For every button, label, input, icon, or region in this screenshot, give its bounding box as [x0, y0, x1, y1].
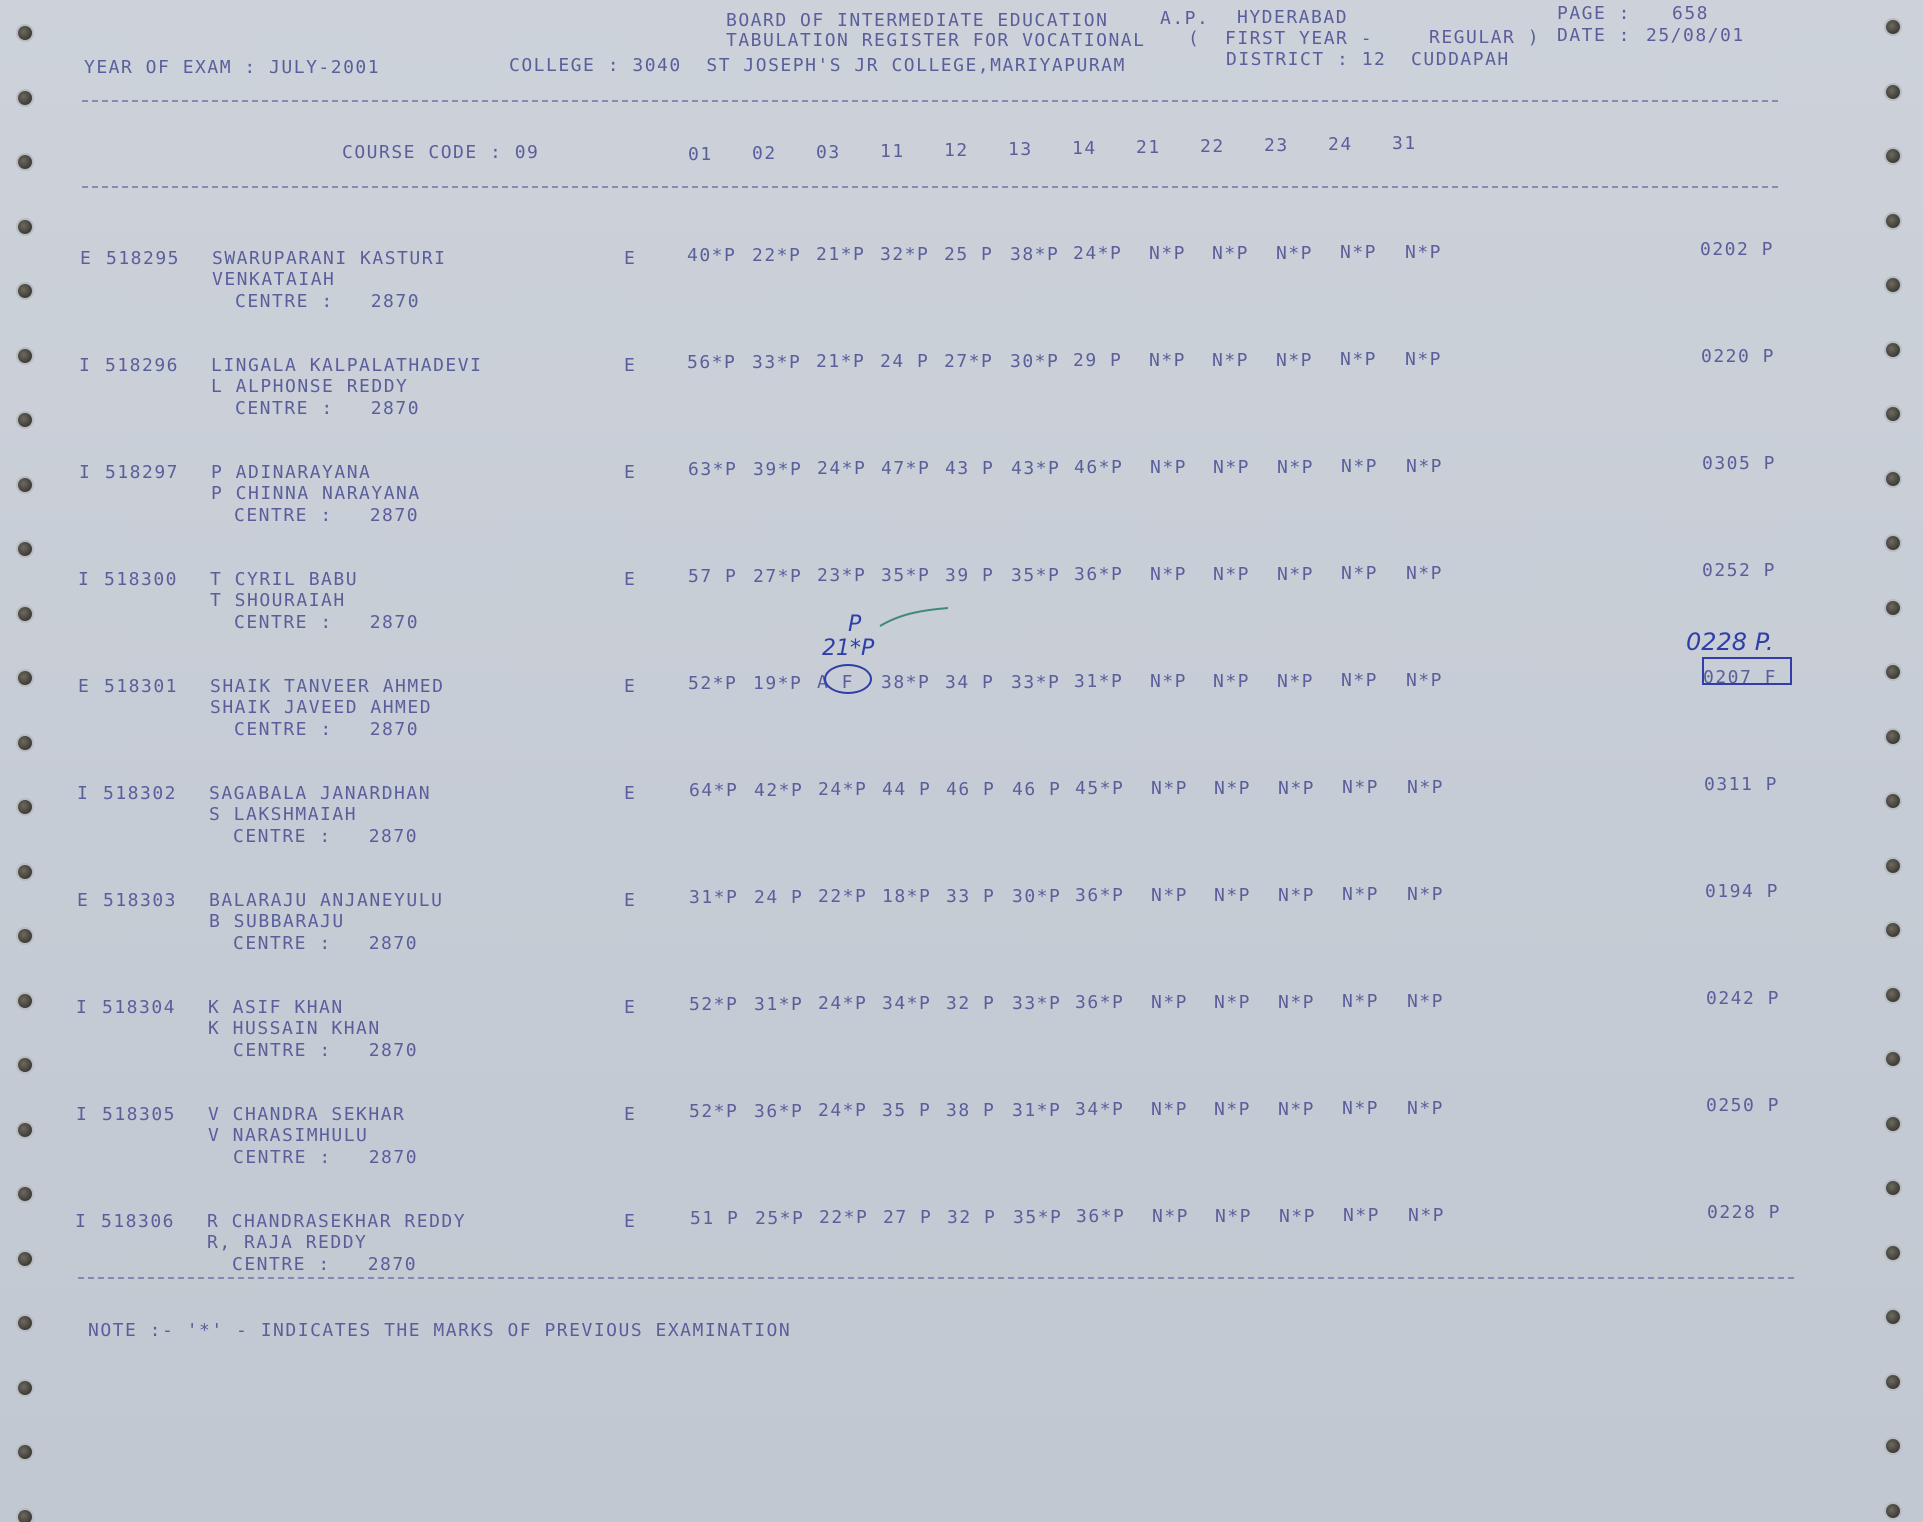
subject-mark: 24 P: [754, 887, 804, 908]
subject-mark: A F: [817, 672, 855, 693]
subject-mark: 64*P: [689, 780, 739, 801]
board-state: A.P.: [1160, 8, 1210, 29]
tractor-hole: [18, 26, 32, 40]
subject-mark: 27*P: [753, 566, 803, 587]
student-category: I: [78, 569, 91, 590]
subject-mark: 25*P: [755, 1208, 805, 1229]
subject-mark: 27*P: [944, 351, 994, 372]
subject-mark: 21*P: [816, 351, 866, 372]
subject-mark: N*P: [1149, 243, 1187, 264]
subject-mark: 30*P: [1012, 886, 1062, 907]
medium: E: [624, 890, 637, 911]
subject-mark: 36*P: [1074, 564, 1124, 585]
tractor-hole: [18, 1123, 32, 1137]
grand-total: 0228 P: [1707, 1202, 1782, 1223]
subject-mark: 42*P: [754, 780, 804, 801]
subject-mark: N*P: [1212, 243, 1250, 264]
subject-mark: 24*P: [818, 779, 868, 800]
circled-absent-mark: [824, 664, 872, 694]
subject-mark: N*P: [1340, 349, 1378, 370]
subject-mark: 52*P: [689, 1101, 739, 1122]
tractor-hole: [1886, 1504, 1900, 1518]
subject-mark: N*P: [1276, 350, 1314, 371]
subject-mark: 31*P: [1074, 671, 1124, 692]
tractor-hole: [1886, 1117, 1900, 1131]
tractor-hole: [1886, 536, 1900, 550]
subject-column-22: 22: [1200, 136, 1225, 157]
tractor-hole: [1886, 407, 1900, 421]
subject-mark: 34*P: [882, 993, 932, 1014]
subject-mark: 24*P: [1073, 243, 1123, 264]
subject-mark: N*P: [1277, 457, 1315, 478]
grand-total: 0311 P: [1704, 774, 1779, 795]
tractor-hole: [1886, 665, 1900, 679]
student-category: E: [77, 890, 90, 911]
tractor-hole: [18, 349, 32, 363]
tractor-hole: [1886, 988, 1900, 1002]
roll-number: 518303: [103, 890, 178, 911]
subject-mark: N*P: [1342, 991, 1380, 1012]
centre-code: CENTRE : 2870: [232, 1254, 418, 1275]
roll-number: 518306: [101, 1211, 176, 1232]
student-category: E: [80, 248, 93, 269]
subject-mark: 46*P: [1074, 457, 1124, 478]
subject-mark: N*P: [1278, 1099, 1316, 1120]
subject-mark: 32 P: [946, 993, 996, 1014]
tractor-hole: [1886, 472, 1900, 486]
divider-bottom: [78, 1277, 1794, 1279]
grand-total: 0207 F: [1703, 667, 1778, 688]
centre-code: CENTRE : 2870: [233, 1040, 419, 1061]
subject-mark: 25 P: [944, 244, 994, 265]
subject-mark: N*P: [1278, 778, 1316, 799]
subject-mark: 57 P: [688, 566, 738, 587]
subject-mark: N*P: [1151, 1099, 1189, 1120]
centre-code: CENTRE : 2870: [235, 291, 421, 312]
tractor-hole: [18, 284, 32, 298]
medium: E: [624, 997, 637, 1018]
grand-total: 0252 P: [1702, 560, 1777, 581]
footnote: NOTE :- '*' - INDICATES THE MARKS OF PREVIOUS EXAMINATION: [88, 1320, 792, 1341]
subject-column-03: 03: [816, 142, 841, 163]
tractor-hole: [18, 800, 32, 814]
subject-mark: N*P: [1212, 350, 1250, 371]
subject-mark: 22*P: [752, 245, 802, 266]
subject-mark: 36*P: [754, 1101, 804, 1122]
student-name: K ASIF KHAN: [208, 997, 344, 1018]
centre-code: CENTRE : 2870: [233, 933, 419, 954]
tractor-hole: [18, 1381, 32, 1395]
subject-mark: N*P: [1407, 777, 1445, 798]
tractor-hole: [18, 736, 32, 750]
subject-mark: 38*P: [1010, 244, 1060, 265]
father-name: K HUSSAIN KHAN: [208, 1018, 381, 1039]
subject-column-13: 13: [1008, 139, 1033, 160]
tractor-hole: [1886, 1052, 1900, 1066]
medium: E: [624, 569, 637, 590]
subject-mark: N*P: [1213, 671, 1251, 692]
subject-column-23: 23: [1264, 135, 1289, 156]
date-value: 25/08/01: [1646, 25, 1745, 46]
student-name: V CHANDRA SEKHAR: [208, 1104, 406, 1125]
subject-mark: 36*P: [1076, 1206, 1126, 1227]
centre-code: CENTRE : 2870: [234, 612, 420, 633]
tractor-hole: [1886, 343, 1900, 357]
father-name: T SHOURAIAH: [210, 590, 346, 611]
subject-mark: 23*P: [817, 565, 867, 586]
tractor-hole: [1886, 730, 1900, 744]
subject-mark: 56*P: [687, 352, 737, 373]
tractor-hole: [1886, 923, 1900, 937]
subject-mark: N*P: [1278, 885, 1316, 906]
page-number: 658: [1672, 3, 1710, 24]
subject-column-11: 11: [880, 141, 905, 162]
centre-code: CENTRE : 2870: [233, 826, 419, 847]
subject-column-01: 01: [688, 144, 713, 165]
roll-number: 518301: [104, 676, 179, 697]
subject-mark: 47*P: [881, 458, 931, 479]
subject-mark: N*P: [1406, 456, 1444, 477]
subject-mark: N*P: [1214, 885, 1252, 906]
subject-mark: 33*P: [752, 352, 802, 373]
tractor-hole: [1886, 85, 1900, 99]
subject-mark: 46 P: [946, 779, 996, 800]
register-title: TABULATION REGISTER FOR VOCATIONAL: [726, 30, 1146, 51]
subject-mark: N*P: [1405, 349, 1443, 370]
subject-mark: N*P: [1405, 242, 1443, 263]
grand-total: 0194 P: [1705, 881, 1780, 902]
grand-total: 0305 P: [1702, 453, 1777, 474]
subject-mark: 45*P: [1075, 778, 1125, 799]
tractor-hole: [18, 91, 32, 105]
subject-mark: N*P: [1341, 456, 1379, 477]
medium: E: [624, 783, 637, 804]
tractor-hole: [18, 220, 32, 234]
subject-mark: N*P: [1277, 671, 1315, 692]
handwritten-corrected-mark: 21*P: [822, 636, 875, 661]
tractor-hole: [18, 671, 32, 685]
subject-mark: N*P: [1213, 564, 1251, 585]
tractor-hole: [18, 865, 32, 879]
subject-mark: 52*P: [689, 994, 739, 1015]
subject-mark: 38*P: [881, 672, 931, 693]
roll-number: 518305: [102, 1104, 177, 1125]
student-category: I: [75, 1211, 88, 1232]
subject-mark: 27 P: [883, 1207, 933, 1228]
tractor-hole: [1886, 1375, 1900, 1389]
grand-total: 0202 P: [1700, 239, 1775, 260]
father-name: V NARASIMHULU: [208, 1125, 369, 1146]
date-label: DATE :: [1557, 25, 1632, 46]
subject-mark: 36*P: [1075, 885, 1125, 906]
student-category: I: [79, 462, 92, 483]
subject-mark: 39 P: [945, 565, 995, 586]
subject-mark: 32 P: [947, 1207, 997, 1228]
subject-mark: N*P: [1277, 564, 1315, 585]
subject-mark: 24*P: [818, 993, 868, 1014]
father-name: VENKATAIAH: [212, 269, 336, 290]
student-name: SAGABALA JANARDHAN: [209, 783, 432, 804]
tractor-hole: [18, 478, 32, 492]
subject-mark: 52*P: [688, 673, 738, 694]
subject-mark: 22*P: [818, 886, 868, 907]
subject-mark: 18*P: [882, 886, 932, 907]
subject-mark: N*P: [1408, 1205, 1446, 1226]
subject-mark: N*P: [1343, 1205, 1381, 1226]
roll-number: 518302: [103, 783, 178, 804]
subject-mark: 51 P: [690, 1208, 740, 1229]
tractor-hole: [1886, 601, 1900, 615]
subject-mark: N*P: [1151, 885, 1189, 906]
student-name: T CYRIL BABU: [210, 569, 359, 590]
centre-code: CENTRE : 2870: [233, 1147, 419, 1168]
tractor-hole: [18, 542, 32, 556]
subject-column-24: 24: [1328, 134, 1353, 155]
student-name: R CHANDRASEKHAR REDDY: [207, 1211, 467, 1232]
tractor-hole: [1886, 20, 1900, 34]
subject-mark: N*P: [1151, 778, 1189, 799]
subject-mark: 24*P: [817, 458, 867, 479]
boxed-failed-total: [1702, 657, 1792, 685]
tractor-hole: [18, 413, 32, 427]
subject-mark: 43 P: [945, 458, 995, 479]
course-code: COURSE CODE : 09: [342, 142, 540, 163]
subject-mark: N*P: [1342, 777, 1380, 798]
college-info: COLLEGE : 3040 ST JOSEPH'S JR COLLEGE,MARIYAPURAM: [509, 55, 1126, 76]
tractor-hole: [18, 1510, 32, 1522]
subject-mark: N*P: [1407, 991, 1445, 1012]
subject-mark: 63*P: [688, 459, 738, 480]
subject-mark: 22*P: [819, 1207, 869, 1228]
subject-mark: 31*P: [689, 887, 739, 908]
grand-total: 0242 P: [1706, 988, 1781, 1009]
subject-column-12: 12: [944, 140, 969, 161]
father-name: SHAIK JAVEED AHMED: [210, 697, 433, 718]
roll-number: 518300: [104, 569, 179, 590]
subject-column-31: 31: [1392, 133, 1417, 154]
subject-mark: 32*P: [880, 244, 930, 265]
centre-code: CENTRE : 2870: [234, 719, 420, 740]
subject-mark: N*P: [1150, 564, 1188, 585]
subject-mark: N*P: [1276, 243, 1314, 264]
tractor-hole: [1886, 1246, 1900, 1260]
tractor-hole: [18, 1058, 32, 1072]
medium: E: [624, 676, 637, 697]
subject-mark: 36*P: [1075, 992, 1125, 1013]
tractor-hole: [1886, 149, 1900, 163]
tractor-hole: [18, 994, 32, 1008]
subject-mark: N*P: [1215, 1206, 1253, 1227]
right-tractor-holes: [1878, 0, 1918, 1522]
student-category: I: [77, 783, 90, 804]
subject-column-02: 02: [752, 143, 777, 164]
student-name: SHAIK TANVEER AHMED: [210, 676, 445, 697]
student-category: I: [79, 355, 92, 376]
student-name: LINGALA KALPALATHADEVI: [211, 355, 483, 376]
divider-header: [82, 186, 1778, 188]
tractor-hole: [1886, 1181, 1900, 1195]
subject-mark: 31*P: [1012, 1100, 1062, 1121]
grand-total: 0250 P: [1706, 1095, 1781, 1116]
left-tractor-holes: [6, 0, 46, 1522]
year-label: ( FIRST YEAR -: [1188, 28, 1374, 49]
regular-label: REGULAR ): [1429, 27, 1541, 48]
tractor-hole: [1886, 1439, 1900, 1453]
tractor-hole: [1886, 278, 1900, 292]
father-name: B SUBBARAJU: [209, 911, 345, 932]
father-name: R, RAJA REDDY: [207, 1232, 368, 1253]
subject-mark: N*P: [1152, 1206, 1190, 1227]
subject-mark: N*P: [1341, 563, 1379, 584]
handwritten-stroke: [878, 604, 950, 630]
tractor-hole: [1886, 859, 1900, 873]
subject-mark: 34*P: [1075, 1099, 1125, 1120]
subject-mark: 31*P: [754, 994, 804, 1015]
tractor-hole: [18, 1252, 32, 1266]
student-category: I: [76, 1104, 89, 1125]
tractor-hole: [18, 1445, 32, 1459]
roll-number: 518296: [105, 355, 180, 376]
subject-mark: 46 P: [1012, 779, 1062, 800]
tractor-hole: [1886, 794, 1900, 808]
subject-mark: N*P: [1214, 778, 1252, 799]
subject-mark: N*P: [1340, 242, 1378, 263]
centre-code: CENTRE : 2870: [234, 505, 420, 526]
subject-mark: 34 P: [945, 672, 995, 693]
student-category: I: [76, 997, 89, 1018]
subject-mark: N*P: [1151, 992, 1189, 1013]
subject-mark: 35*P: [881, 565, 931, 586]
subject-mark: 29 P: [1073, 350, 1123, 371]
tractor-hole: [1886, 214, 1900, 228]
subject-mark: 35*P: [1013, 1207, 1063, 1228]
father-name: S LAKSHMAIAH: [209, 804, 358, 825]
subject-mark: N*P: [1342, 884, 1380, 905]
subject-mark: N*P: [1149, 350, 1187, 371]
medium: E: [624, 1211, 637, 1232]
subject-mark: N*P: [1407, 1098, 1445, 1119]
student-name: BALARAJU ANJANEYULU: [209, 890, 444, 911]
subject-mark: N*P: [1342, 1098, 1380, 1119]
subject-mark: N*P: [1213, 457, 1251, 478]
father-name: L ALPHONSE REDDY: [211, 376, 409, 397]
subject-mark: 40*P: [687, 245, 737, 266]
subject-mark: 33*P: [1012, 993, 1062, 1014]
father-name: P CHINNA NARAYANA: [211, 483, 421, 504]
medium: E: [624, 355, 637, 376]
subject-mark: N*P: [1406, 670, 1444, 691]
subject-mark: N*P: [1278, 992, 1316, 1013]
divider-top: [82, 100, 1778, 102]
subject-mark: 30*P: [1010, 351, 1060, 372]
subject-mark: 43*P: [1011, 458, 1061, 479]
student-name: P ADINARAYANA: [211, 462, 372, 483]
subject-mark: 24*P: [818, 1100, 868, 1121]
tractor-hole: [18, 929, 32, 943]
tractor-hole: [18, 1316, 32, 1330]
subject-mark: 35 P: [882, 1100, 932, 1121]
subject-mark: 24 P: [880, 351, 930, 372]
roll-number: 518304: [102, 997, 177, 1018]
subject-mark: 39*P: [753, 459, 803, 480]
subject-mark: N*P: [1214, 1099, 1252, 1120]
tractor-hole: [18, 155, 32, 169]
subject-mark: 19*P: [753, 673, 803, 694]
subject-mark: N*P: [1407, 884, 1445, 905]
subject-column-14: 14: [1072, 138, 1097, 159]
board-city: HYDERABAD: [1237, 7, 1349, 28]
exam-year: YEAR OF EXAM : JULY-2001: [84, 57, 381, 78]
tractor-hole: [18, 1187, 32, 1201]
subject-mark: N*P: [1214, 992, 1252, 1013]
subject-mark: N*P: [1279, 1206, 1317, 1227]
student-name: SWARUPARANI KASTURI: [212, 248, 447, 269]
subject-mark: N*P: [1406, 563, 1444, 584]
medium: E: [624, 248, 637, 269]
board-name: BOARD OF INTERMEDIATE EDUCATION: [726, 10, 1109, 31]
page-label: PAGE :: [1557, 3, 1632, 24]
grand-total: 0220 P: [1701, 346, 1776, 367]
centre-code: CENTRE : 2870: [235, 398, 421, 419]
subject-column-21: 21: [1136, 137, 1161, 158]
student-category: E: [78, 676, 91, 697]
roll-number: 518297: [105, 462, 180, 483]
tractor-hole: [1886, 1310, 1900, 1324]
subject-mark: 21*P: [816, 244, 866, 265]
medium: E: [624, 462, 637, 483]
roll-number: 518295: [106, 248, 181, 269]
subject-mark: 33 P: [946, 886, 996, 907]
handwritten-pass-mark: P: [848, 612, 862, 637]
tractor-hole: [18, 607, 32, 621]
subject-mark: 44 P: [882, 779, 932, 800]
district-info: DISTRICT : 12 CUDDAPAH: [1226, 49, 1510, 70]
handwritten-corrected-total: 0228 P.: [1686, 628, 1774, 656]
subject-mark: 33*P: [1011, 672, 1061, 693]
medium: E: [624, 1104, 637, 1125]
subject-mark: N*P: [1150, 457, 1188, 478]
subject-mark: 35*P: [1011, 565, 1061, 586]
subject-mark: N*P: [1150, 671, 1188, 692]
subject-mark: N*P: [1341, 670, 1379, 691]
subject-mark: 38 P: [946, 1100, 996, 1121]
